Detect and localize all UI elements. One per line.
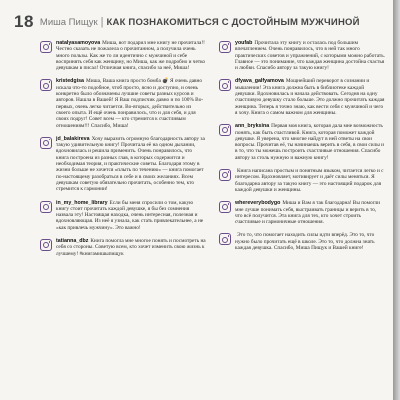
review-entry (219, 123, 385, 161)
review-body: Книга написана простым и понятным языком, читается легко и с интересом. Вдохновляет, мотивирует и даёт силы меняться. Я благодарна автору за такую книгу — это настоящий подарок для каждой девушки и женщины. (235, 168, 384, 193)
review-text (56, 200, 206, 231)
review-body: Миша, Ваша книга просто бомба 💣 Я очень давно искала что-то подобное, чтоб просто, ясно и доступно, и очень конкретно было обозначены лучшие советы разных курсов и авторов. Нашла в Вашей! Я Ваш подписчик давно и по 100% Во-первых, очень легко читается. Во-вторых, действительно из своего опыта. И ещё очень понравилось, что и для себя, и для своих подруг! Совет всем — кто стремится к счастливым отношениям!!! Спасибо, Миша! (56, 78, 204, 129)
page-number: 18 (14, 12, 34, 31)
instagram-icon (219, 169, 231, 181)
instagram-icon (40, 79, 52, 91)
review-body: Книга помогла мне многое понять и посмотреть на себя со стороны. Советую всем, кто хочет изменить свою жизнь к лучшему! #книгамишыпищук (56, 238, 206, 257)
review-text (235, 40, 385, 71)
page-edge-shadow (393, 0, 400, 400)
instagram-icon (40, 137, 52, 149)
review-text (235, 232, 385, 251)
left-column (40, 40, 206, 398)
instagram-icon (219, 233, 231, 245)
review-entry (219, 200, 385, 225)
chapter-title: КАК ПОЗНАКОМИТЬСЯ С ДОСТОЙНЫМ МУЖЧИНОЙ (106, 16, 360, 28)
review-text (235, 200, 385, 225)
instagram-icon (40, 201, 52, 213)
review-body: Миша, вот подарил мне книгу не прочитала!! Честно сказать не пожалела о прочитанном, а получила очень много пользы. Как же то ли идентично с мужчиной и себе воспринять себя как женщину, но Миша, как же подробно и четко девушкам в писал! Отличная книга, спасибо за неё, Миша! (56, 40, 206, 72)
review-handle: kristedgisa (56, 78, 84, 85)
review-body: Если бы меня спросили о том, какую книгу стоит прочитать каждой девушке, я бы без сомнения назвала эту! Настоящая находка, очень интересная, полезная и вдохновляющая. Из неё я узнала, как стать привлекательнее, а не «как привлечь мужчину». Это важно! (56, 199, 204, 231)
review-entry (219, 232, 385, 251)
review-handle: whereverybodygo (235, 200, 281, 207)
author-name: Миша Пищук (39, 16, 98, 28)
review-handle: ann_bryksina (235, 123, 270, 130)
review-handle: jd_balakireva (56, 135, 90, 142)
review-entry (40, 40, 206, 71)
right-column (219, 40, 385, 398)
review-text (235, 168, 385, 193)
review-text (235, 123, 385, 161)
page-header (14, 12, 387, 32)
review-body: Мощнейший переворот в сознании и мышлении! Эта книга должна быть в библиотеке каждой девушки. Вдохновилась и начала действовать. Сегодня на одну счастливую девушку стало больше. Это должно прочитать каждая женщина. Теперь я точно знаю, как вести себя с мужчиной и чего я хочу. Книга о самом важном для женщины. (235, 78, 385, 116)
review-text (56, 238, 206, 257)
instagram-icon (40, 239, 52, 251)
review-handle: tatianna_dbz (56, 238, 89, 245)
header-separator: | (100, 16, 104, 28)
review-text (56, 40, 206, 71)
review-entry (40, 78, 206, 128)
review-body: Миша и Вам я так благодарна! Вы помогли мне лучше понимать себя, выстраивать границы и верить в то, что всё получится. Эта книга для тех, кто хочет строить счастливые и гармоничные отношения. (235, 200, 380, 226)
review-text (56, 136, 206, 193)
review-text (235, 78, 385, 116)
review-body: Это то, что помогает находить силы идти вперёд. Это то, что нужно было прочитать ещё в школе. Это то, что должна знать каждая девушка. Спасибо, Миша Пищук и Вашей книге! (235, 232, 375, 252)
review-entry (219, 78, 385, 116)
review-text (56, 78, 206, 128)
review-handle: natalyasamoyova (56, 40, 101, 46)
instagram-icon (40, 41, 52, 53)
review-entry (40, 238, 206, 257)
review-body: Хочу выразить огромную благодарность автору за такую удивительную книгу! Прочитала её на одном дыхании, вдохновилась и решила применить. Очень понравилось, что книга построена из разных глав, в которых содержится и необходимая теория, и практические советы. Благодаря этому в жизни больше не хочется «плыть по течению» — книга помогает по-настоящему разобраться в себе и в своих желаниях. Всем девушкам советую обязательно прочитать, особенно тем, кто стремится к гармонии! (56, 135, 205, 193)
instagram-icon (219, 79, 231, 91)
review-body: Прочитала эту книгу и осталась под большим впечатлением. Очень понравилось, что в ней так много практических советов и упражнений, с которыми можно работать. Главное — это понимание, что каждая женщина достойна счастья и любви. Спасибо автору за такую книгу! (235, 40, 385, 72)
instagram-icon (219, 41, 231, 53)
review-entry (40, 136, 206, 193)
review-handle: in_my_home_library (56, 199, 108, 206)
instagram-icon (219, 201, 231, 213)
review-handle: dfyava_galfyamova (235, 78, 284, 85)
review-entry (40, 200, 206, 231)
review-entry (219, 168, 385, 193)
review-handle: youfab (235, 40, 253, 46)
instagram-icon (219, 124, 231, 136)
review-entry (219, 40, 385, 71)
reviews-columns (40, 40, 385, 398)
review-body: Первая моя книга, которая дала мне возможность понять, как быть счастливой. Книга, которая поможет каждой девушке. Я уверена, что многие найдут в ней ответы на свои вопросы. Прочитав её, ты начинаешь верить в себя, в свои силы и в то, что ты можешь построить счастливые отношения. Спасибо автору за столь нужную и важную книгу! (235, 123, 384, 161)
